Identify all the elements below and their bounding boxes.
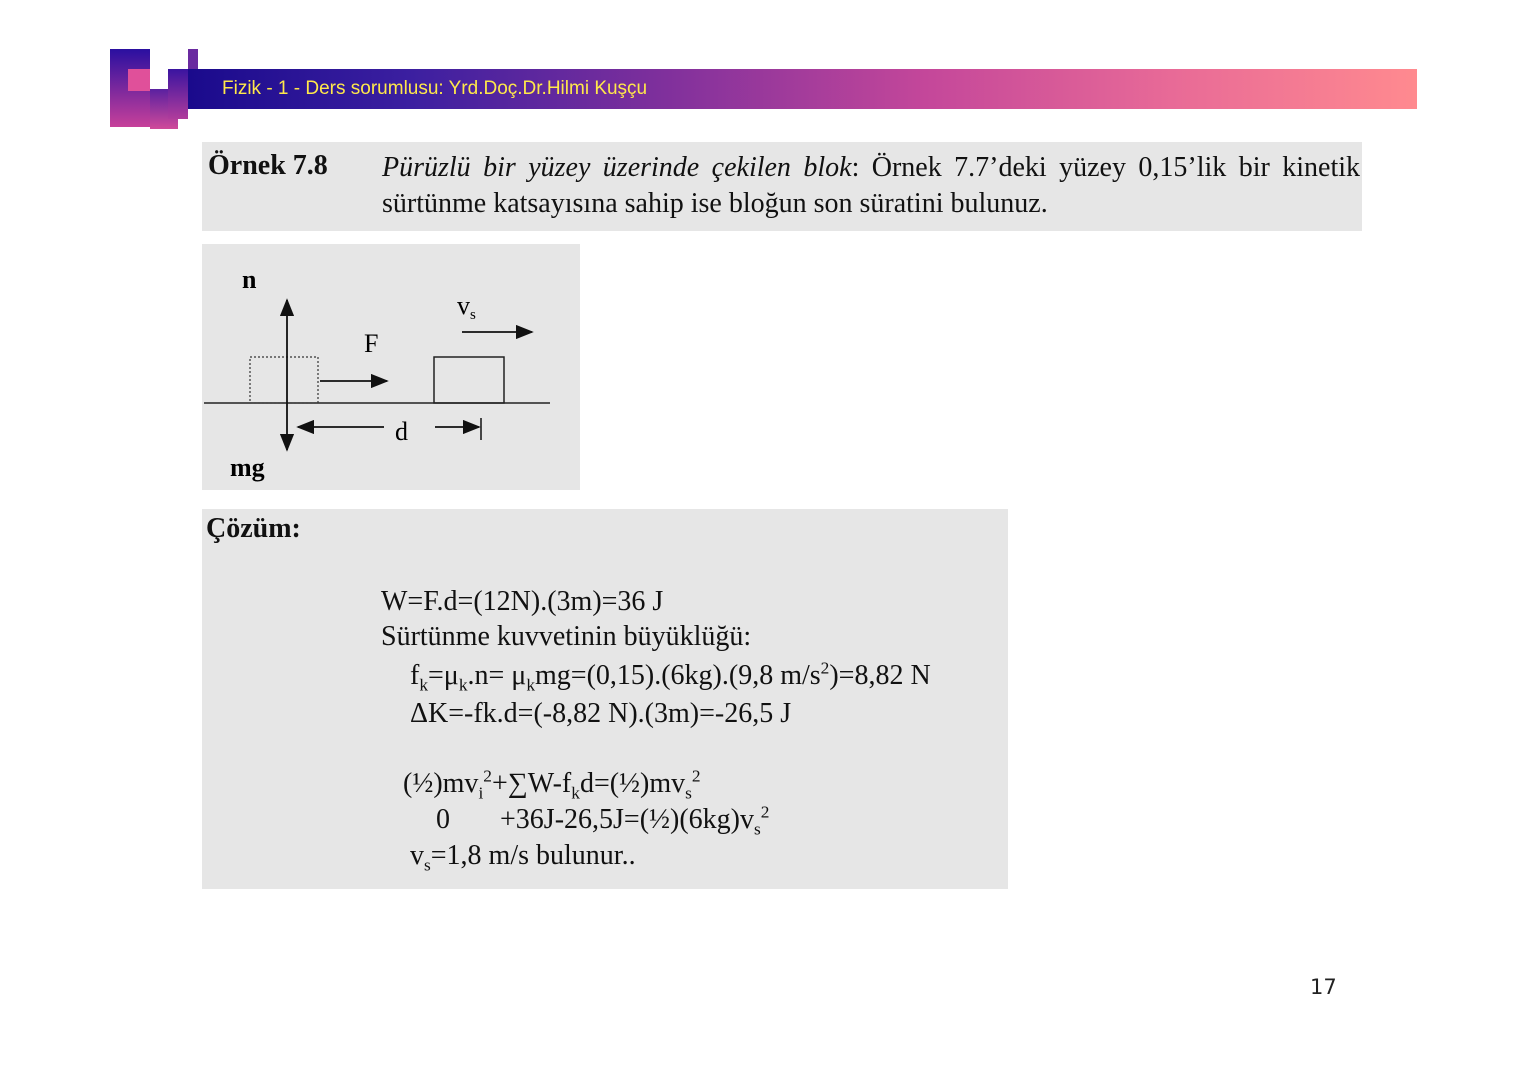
weight-label: mg [230,453,265,482]
solution-line-delta-k: ΔK=-fk.d=(-8,82 N).(3m)=-26,5 J [410,698,792,729]
solution-line-substitution: $0 +36J-26,5J=(\frac{1}{2})(6kg)v_s^2$ [436,802,770,839]
distance-label: d [395,417,408,446]
example-lead: Pürüzlü bir yüzey üzerinde çekilen blok [382,152,852,183]
final-block [434,357,504,403]
solution-line-friction-force: $f_k=\mu_k.n= \mu_kmg=(0,15).(6kg).(9,8$ $m/s^2)=8,82$ N [410,658,931,695]
normal-label: n [242,265,257,294]
velocity-subscript: s [470,307,476,323]
solution-line-energy-equation: $(\frac{1}{2})mv_i^2+\sum W-f_kd=(\frac{1}{2})mv_s^2$ [403,766,701,803]
example-text [382,150,1360,222]
header-title: Fizik - 1 - Ders sorumlusu: Yrd.Doç.Dr.Hilmi Kuşçu [222,78,648,99]
velocity-label [457,291,476,323]
solution-title: Çözüm: [206,513,301,544]
logo-decoration [110,49,188,129]
velocity-letter: v [457,291,470,320]
solution-line-work: W=F.d=(12N).(3m)=36 J [381,586,664,617]
solution-line-friction-heading: Sürtünme kuvvetinin büyüklüğü: [381,621,752,652]
solution-line-result: $v_s=1,8$ m/s bulunur.. [410,840,636,875]
force-label: F [364,329,379,358]
force-diagram [202,244,580,490]
page-number: 17 [1310,975,1337,999]
initial-block [250,357,318,403]
example-label: Örnek 7.8 [208,150,328,181]
example-body: : Örnek 7.7’deki yüzey 0,15’lik bir kinetik sürtünme katsayısına sahip ise bloğun son süratini bulunuz. [382,152,1361,219]
